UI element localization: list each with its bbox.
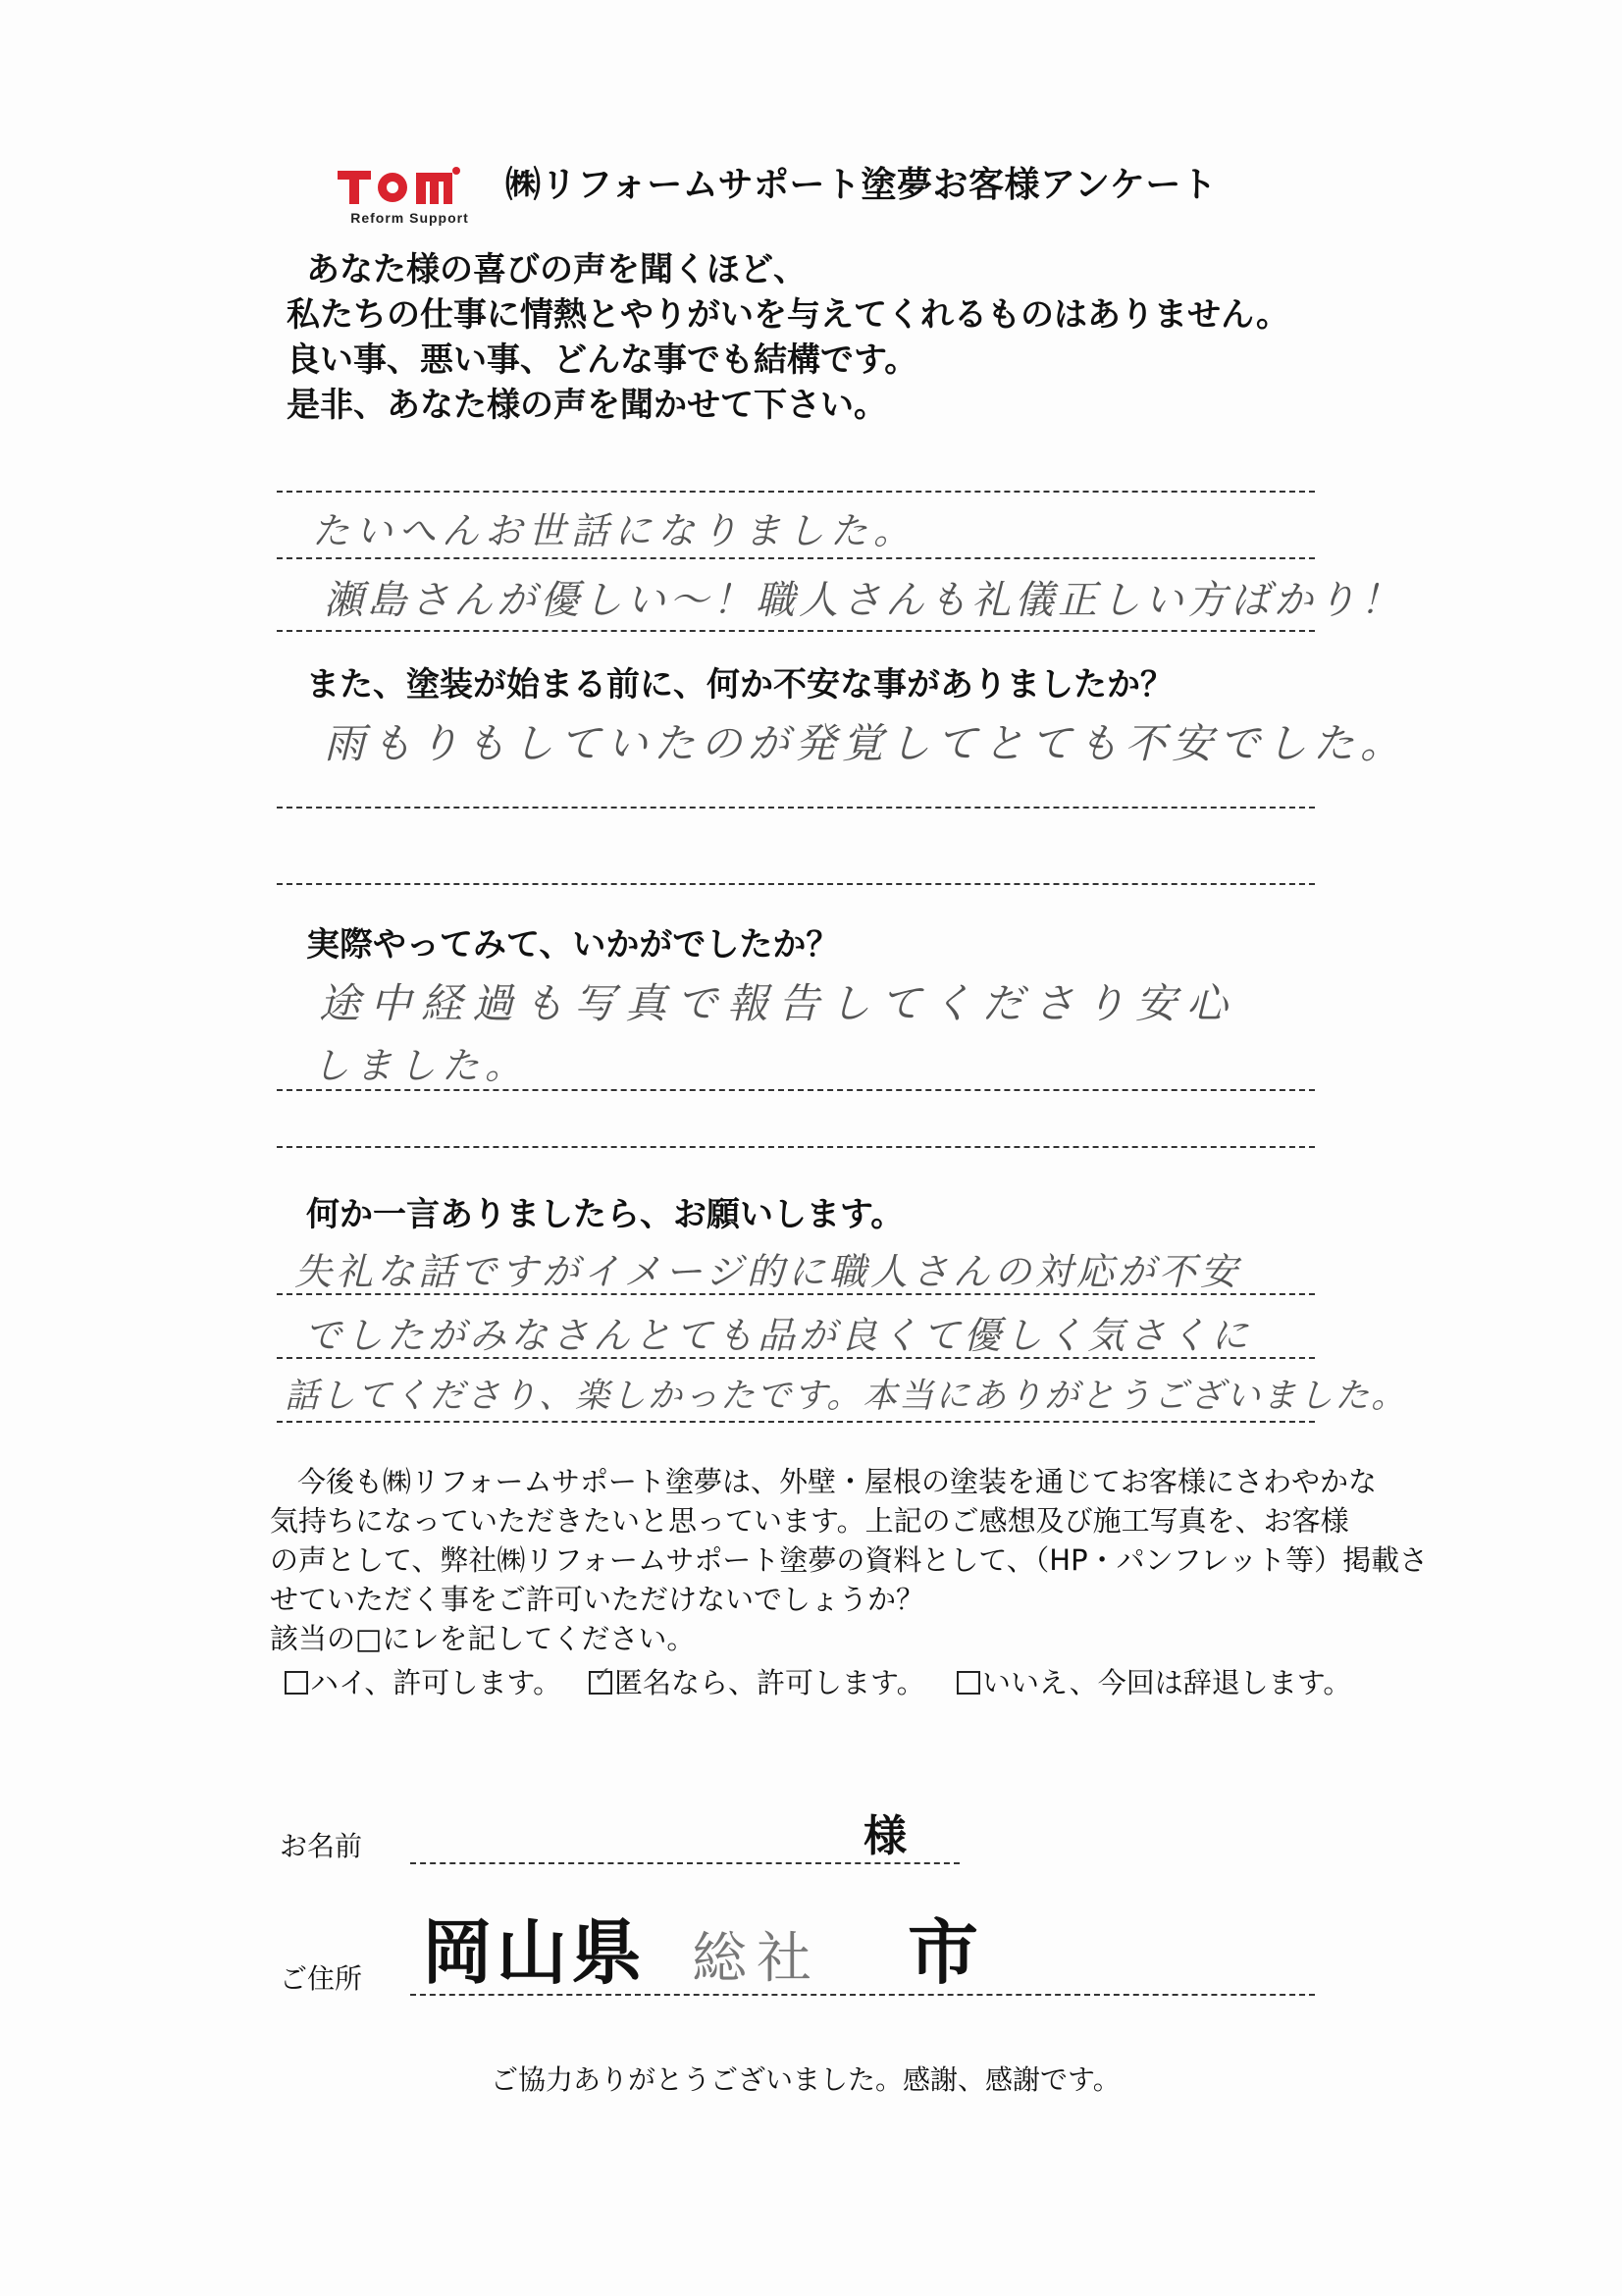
consent-line: せていただく事をご許可いただけないでしょうか？: [270, 1583, 925, 1616]
handwritten-answer-2: 雨もりもしていたのが発覚してとても不安でした。: [324, 719, 1408, 767]
logo-mark-icon: [336, 165, 463, 208]
dotted-line: [277, 1146, 1315, 1148]
company-logo: [324, 165, 496, 234]
address-city-suffix: 市: [908, 1911, 983, 1994]
dotted-line: [277, 557, 1315, 559]
handwritten-answer-4-line-3: 話してくださり、楽しかったです。本当にありがとうございました。: [285, 1377, 1408, 1416]
option-anonymous-label: 匿名なら、許可します。: [614, 1666, 925, 1699]
dotted-line: [277, 630, 1315, 632]
option-yes[interactable]: [285, 1661, 561, 1701]
consent-line: 今後も㈱リフォームサポート塗夢は、外壁・屋根の塗装を通じてお客様にさわやかな: [297, 1465, 1377, 1498]
dotted-line: [277, 1421, 1315, 1423]
consent-paragraph: [270, 1462, 1429, 1658]
handwritten-answer-1-line-2: 瀬島さんが優しい〜！職人さんも礼儀正しい方ばかり！: [324, 578, 1403, 623]
dotted-line: [277, 491, 1315, 493]
question-3: 実際やってみて、いかがでしたか？: [306, 925, 840, 965]
intro-line: あなた様の喜びの声を聞くほど、: [306, 250, 807, 289]
thank-you-footer: ご協力ありがとうございました。感謝、感謝です。: [491, 2063, 1121, 2096]
logo-subtitle: Reform Support: [350, 210, 469, 226]
address-underline: [410, 1994, 1315, 1996]
consent-line: 気持ちになっていただきたいと思っています。上記のご感想及び施工写真を、お客様: [270, 1504, 1349, 1538]
question-2: また、塗装が始まる前に、何か不安な事がありましたか？: [306, 665, 1174, 704]
checkbox-checked[interactable]: [589, 1663, 612, 1695]
handwritten-answer-1-line-1: たいへんお世話になりました。: [312, 509, 917, 552]
intro-line: 良い事、悪い事、どんな事でも結構です。: [287, 340, 918, 380]
dotted-line: [277, 1357, 1315, 1359]
intro-text: [287, 247, 1289, 428]
dotted-line: [277, 1293, 1315, 1295]
dotted-line: [277, 1089, 1315, 1091]
intro-line: 是非、あなた様の声を聞かせて下さい。: [287, 386, 887, 425]
name-label: お名前: [280, 1830, 363, 1862]
checkbox-unchecked[interactable]: [285, 1671, 308, 1695]
option-decline-label: いいえ、今回は辞退します。: [982, 1666, 1352, 1699]
name-suffix: 様: [863, 1811, 907, 1861]
question-4: 何か一言ありましたら、お願いします。: [306, 1195, 905, 1234]
option-anonymous[interactable]: [589, 1661, 925, 1701]
handwritten-answer-3-line-2: しました。: [312, 1044, 529, 1087]
address-prefecture: 岡山県: [422, 1911, 647, 1994]
intro-line: 私たちの仕事に情熱とやりがいを与えてくれるものはありません。: [287, 295, 1290, 335]
dotted-line: [277, 883, 1315, 885]
dotted-line: [277, 807, 1315, 809]
handwritten-answer-4-line-1: 失礼な話ですがイメージ的に職人さんの対応が不安: [294, 1250, 1241, 1293]
address-city-handwritten: 総社: [692, 1927, 821, 1991]
consent-line: の声として、弊社㈱リフォームサポート塗夢の資料として、（HP・パンフレット等）掲載さ: [270, 1543, 1429, 1577]
option-decline[interactable]: [957, 1661, 1351, 1701]
address-label: ご住所: [280, 1962, 363, 1995]
handwritten-answer-4-line-2: でしたがみなさんとても品が良くて優しく気さくに: [304, 1314, 1253, 1357]
checkbox-unchecked[interactable]: [957, 1671, 980, 1695]
consent-line: 該当の□にレを記してください。: [270, 1622, 696, 1655]
handwritten-answer-3-line-1: 途中経過も写真で報告してくださり安心: [319, 979, 1238, 1027]
check-mark-icon: ✓: [594, 1663, 612, 1688]
option-yes-label: ハイ、許可します。: [310, 1666, 562, 1699]
page-title: ㈱リフォームサポート塗夢お客様アンケート: [505, 165, 1218, 205]
